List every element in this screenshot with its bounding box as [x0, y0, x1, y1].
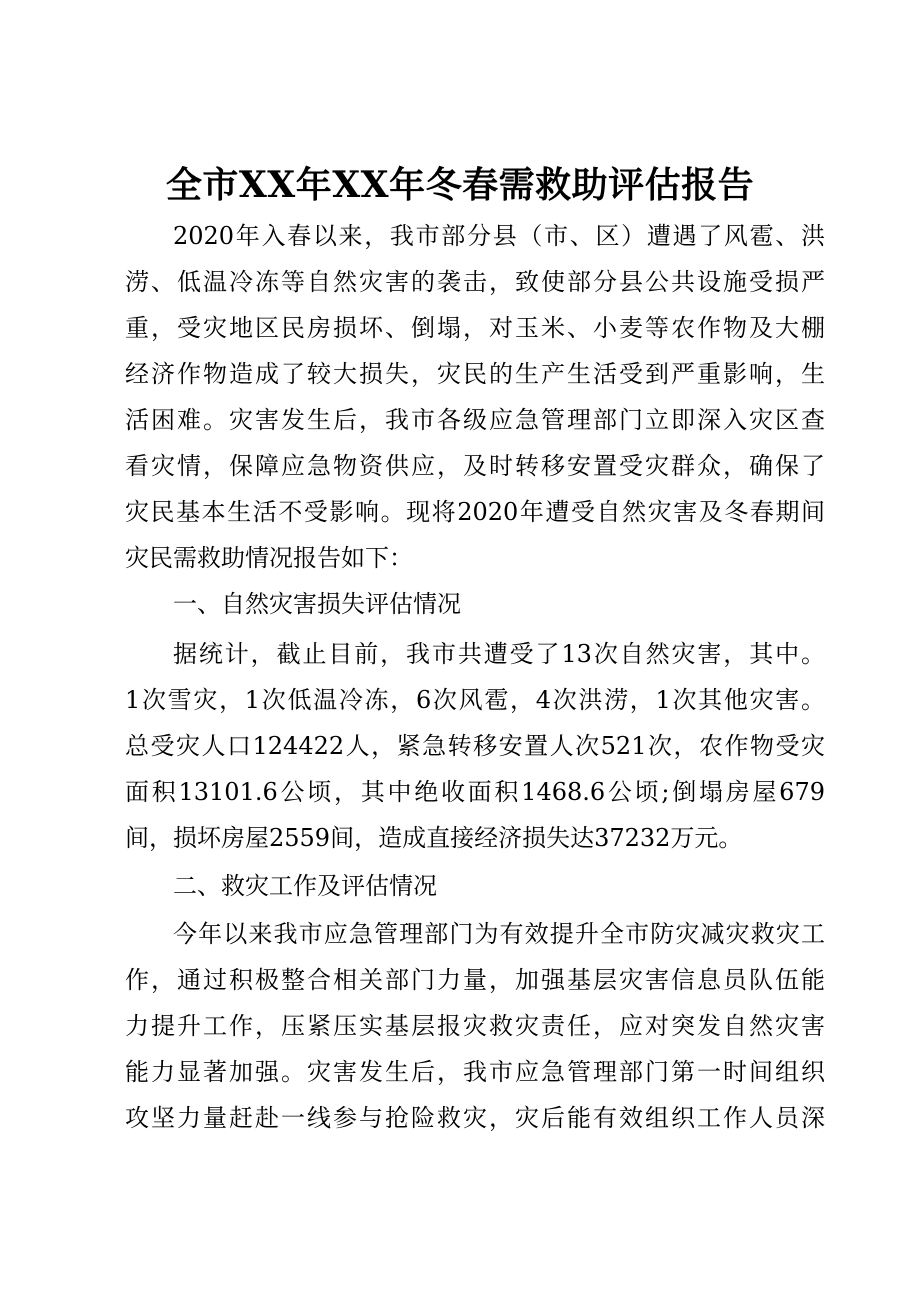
- paragraph-line: 看灾情，保障应急物资供应，及时转移安置受灾群众，确保了: [125, 452, 825, 480]
- paragraph-line: 间，损坏房屋2559间，造成直接经济损失达37232万元。: [125, 824, 743, 852]
- paragraph-line: 总受灾人口124422人，紧急转移安置人次521次，农作物受灾: [125, 732, 825, 760]
- section-heading: 一、自然灾害损失评估情况: [173, 590, 461, 618]
- paragraph-line: 1次雪灾，1次低温冷冻，6次风雹，4次洪涝，1次其他灾害。: [125, 686, 825, 714]
- paragraph-line: 经济作物造成了较大损失，灾民的生产生活受到严重影响，生: [125, 360, 825, 388]
- paragraph-line: 作，通过积极整合相关部门力量，加强基层灾害信息员队伍能: [125, 966, 825, 994]
- paragraph-line: 灾民需救助情况报告如下：: [125, 544, 413, 572]
- paragraph-line: 重，受灾地区民房损坏、倒塌，对玉米、小麦等农作物及大棚: [125, 314, 825, 342]
- paragraph-line: 据统计，截止目前，我市共遭受了13次自然灾害，其中。: [173, 640, 825, 668]
- paragraph-line: 能力显著加强。灾害发生后，我市应急管理部门第一时间组织: [125, 1058, 825, 1086]
- section-heading: 二、救灾工作及评估情况: [173, 872, 437, 900]
- paragraph-line: 今年以来我市应急管理部门为有效提升全市防灾减灾救灾工: [173, 920, 825, 948]
- document-title: 全市XX年XX年冬春需救助评估报告: [165, 164, 755, 206]
- paragraph-line: 涝、低温冷冻等自然灾害的袭击，致使部分县公共设施受损严: [125, 268, 825, 296]
- paragraph-line: 攻坚力量赶赴一线参与抢险救灾，灾后能有效组织工作人员深: [125, 1104, 825, 1132]
- paragraph-line: 活困难。灾害发生后，我市各级应急管理部门立即深入灾区查: [125, 406, 825, 434]
- paragraph-line: 灾民基本生活不受影响。现将2020年遭受自然灾害及冬春期间: [125, 498, 825, 526]
- paragraph-line: 面积13101.6公顷，其中绝收面积1468.6公顷;倒塌房屋679: [125, 778, 825, 806]
- paragraph-line: 2020年入春以来，我市部分县（市、区）遭遇了风雹、洪: [173, 222, 825, 250]
- paragraph-line: 力提升工作，压紧压实基层报灾救灾责任，应对突发自然灾害: [125, 1012, 825, 1040]
